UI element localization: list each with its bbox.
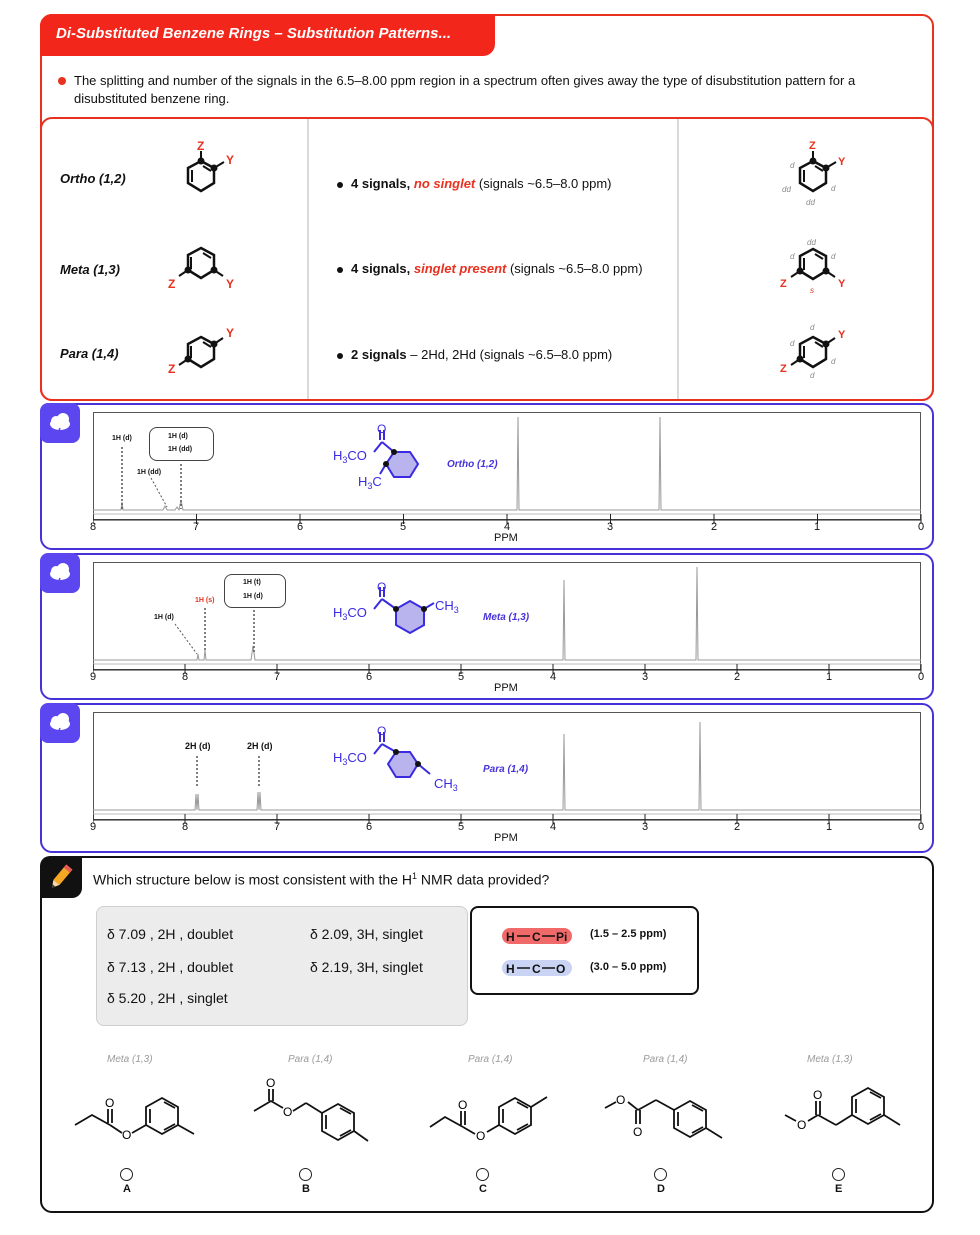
tick-label: 0 xyxy=(918,521,925,533)
tick-label: 1 xyxy=(826,821,833,833)
x-axis-label: PPM xyxy=(494,682,518,694)
tick-label: 6 xyxy=(297,521,304,533)
peak-label: 2H (d) xyxy=(185,741,211,751)
nmr-signal: δ 7.13 , 2H , doublet xyxy=(107,959,234,975)
nmr-signal: δ 7.09 , 2H , doublet xyxy=(107,926,234,942)
structure-b xyxy=(240,1075,380,1155)
svg-text:dd: dd xyxy=(782,185,791,194)
ortho-description: 4 signals, no singlet (signals ~6.5–8.0 ppm) xyxy=(337,176,612,191)
svg-text:Y: Y xyxy=(838,278,846,290)
svg-text:d: d xyxy=(831,252,836,261)
svg-text:H: H xyxy=(506,962,515,976)
peak-label: 1H (d) xyxy=(154,614,174,621)
tick-label: 6 xyxy=(366,671,373,683)
meta-description: 4 signals, singlet present (signals ~6.5–8.0 ppm) xyxy=(337,261,643,276)
svg-text:O: O xyxy=(377,724,387,738)
svg-text:O: O xyxy=(283,1105,293,1119)
tick-label: 2 xyxy=(711,521,718,533)
peak-label: 1H (dd) xyxy=(168,446,193,453)
tick-label: 3 xyxy=(607,521,614,533)
page-title: Di-Substituted Benzene Rings – Substitution Patterns... xyxy=(40,14,495,56)
svg-text:O: O xyxy=(633,1125,643,1139)
svg-text:Y: Y xyxy=(838,329,846,341)
tick-label: 8 xyxy=(182,671,189,683)
peak-label: 1H (d) xyxy=(112,435,132,442)
svg-text:H: H xyxy=(506,930,515,944)
nmr-signal: δ 2.09, 3H, singlet xyxy=(310,926,423,942)
pencil-icon xyxy=(40,856,82,898)
peak-label: 2H (d) xyxy=(247,741,273,751)
svg-text:Z: Z xyxy=(197,139,205,153)
tick-label: 7 xyxy=(193,521,200,533)
choice-caption: Para (1,4) xyxy=(643,1054,688,1065)
svg-text:O: O xyxy=(377,422,387,436)
svg-text:O: O xyxy=(813,1088,823,1102)
intro-paragraph: The splitting and number of the signals in the 6.5–8.00 ppm region in a spectrum often gives away the type of disubstitution pattern for a disubstituted benzene ring. xyxy=(74,73,856,106)
tick-label: 1 xyxy=(826,671,833,683)
nmr-signal: δ 5.20 , 2H , singlet xyxy=(107,990,228,1006)
tick-label: 3 xyxy=(642,821,649,833)
x-axis-label: PPM xyxy=(494,532,518,544)
svg-text:O: O xyxy=(122,1128,132,1142)
peak-label: 1H (s) xyxy=(195,597,215,604)
ortho-splitting-diagram xyxy=(775,135,855,210)
svg-text:O: O xyxy=(105,1096,115,1110)
para-description: 2 signals – 2Hd, 2Hd (signals ~6.5–8.0 ppm) xyxy=(337,347,612,362)
tick-label: 8 xyxy=(182,821,189,833)
legend-range: (1.5 – 2.5 ppm) xyxy=(590,928,667,940)
bullet-icon xyxy=(58,77,66,85)
tick-label: 4 xyxy=(504,521,511,533)
svg-text:Z: Z xyxy=(780,363,787,375)
choice-caption: Meta (1,3) xyxy=(807,1054,853,1065)
table-divider xyxy=(307,119,309,399)
peak-label: 1H (t) xyxy=(243,579,261,586)
svg-text:CH3: $CH_3$ xyxy=(435,598,459,615)
tick-label: 6 xyxy=(366,821,373,833)
tick-label: 9 xyxy=(90,671,97,683)
tick-label: 0 xyxy=(918,671,925,683)
choice-d-radio[interactable] xyxy=(654,1168,667,1181)
svg-text:O: O xyxy=(616,1093,626,1107)
svg-text:O: O xyxy=(476,1129,486,1143)
intro-text xyxy=(58,72,918,108)
meta-spectrum-label: Meta (1,3) xyxy=(483,612,530,623)
peak-label: 1H (d) xyxy=(243,593,263,600)
x-axis-label: PPM xyxy=(494,832,518,844)
svg-text:C: C xyxy=(532,930,541,944)
svg-text:H3CO: $H_3CO$ xyxy=(333,605,367,622)
structure-a xyxy=(70,1085,210,1155)
svg-text:Z: Z xyxy=(168,277,176,291)
nmr-signal: δ 2.19, 3H, singlet xyxy=(310,959,423,975)
question-text: Which structure below is most consistent with the $H^1$ NMR data provided? xyxy=(93,871,550,888)
tick-label: 2 xyxy=(734,821,741,833)
tick-label: 8 xyxy=(90,521,97,533)
svg-text:O: O xyxy=(377,580,387,594)
svg-text:s: s xyxy=(810,286,814,295)
structure-e xyxy=(780,1085,920,1155)
meta-molecule xyxy=(330,575,480,640)
tick-label: 2 xyxy=(734,671,741,683)
svg-text:O: O xyxy=(797,1118,807,1132)
choice-letter: C xyxy=(479,1183,487,1195)
tick-label: 7 xyxy=(274,671,281,683)
svg-text:d: d xyxy=(831,184,836,193)
svg-text:H3CO: $H_3CO$ xyxy=(333,448,367,465)
tick-label: 5 xyxy=(458,821,465,833)
tick-label: 3 xyxy=(642,671,649,683)
svg-text:d: d xyxy=(790,161,795,170)
meta-splitting-diagram xyxy=(775,235,855,297)
choice-caption: Para (1,4) xyxy=(468,1054,513,1065)
tick-label: 1 xyxy=(814,521,821,533)
svg-text:Y: Y xyxy=(838,156,846,168)
tick-label: 5 xyxy=(458,671,465,683)
svg-text:Z: Z xyxy=(168,362,176,376)
svg-text:dd: dd xyxy=(807,238,816,247)
meta-spectrum-plot xyxy=(93,562,923,687)
svg-text:Z: Z xyxy=(780,278,787,290)
svg-text:Y: Y xyxy=(226,277,235,291)
tick-label: 5 xyxy=(400,521,407,533)
svg-text:O: O xyxy=(266,1076,276,1090)
tick-label: 0 xyxy=(918,821,925,833)
choice-a-radio[interactable] xyxy=(120,1168,133,1181)
peak-label: 1H (d) xyxy=(168,433,188,440)
tick-label: 4 xyxy=(550,821,557,833)
svg-text:d: d xyxy=(831,357,836,366)
choice-letter: A xyxy=(123,1183,131,1195)
choice-letter: E xyxy=(835,1183,843,1195)
svg-text:O: O xyxy=(458,1098,468,1112)
tick-label: 7 xyxy=(274,821,281,833)
ortho-molecule xyxy=(330,420,440,495)
svg-text:Z: Z xyxy=(809,140,816,152)
cloud-icon xyxy=(40,553,80,593)
svg-text:C: C xyxy=(532,962,541,976)
cloud-icon xyxy=(40,403,80,443)
svg-text:d: d xyxy=(810,371,815,380)
ortho-spectrum-plot xyxy=(93,412,923,537)
svg-text:Y: Y xyxy=(226,326,235,340)
para-label: Para (1,4) xyxy=(60,346,119,361)
svg-text:O: O xyxy=(556,962,566,976)
legend-range: (3.0 – 5.0 ppm) xyxy=(590,961,667,973)
legend-bonds xyxy=(500,924,580,980)
svg-text:CH3: $CH_3$ xyxy=(434,776,458,793)
table-divider xyxy=(677,119,679,399)
meta-label: Meta (1,3) xyxy=(60,262,120,277)
choice-e-radio[interactable] xyxy=(832,1168,845,1181)
svg-text:dd: dd xyxy=(806,198,815,207)
ortho-label: Ortho (1,2) xyxy=(60,171,126,186)
svg-text:Y: Y xyxy=(226,153,235,167)
svg-text:H3CO: $H_3CO$ xyxy=(333,750,367,767)
tick-label: 4 xyxy=(550,671,557,683)
para-spectrum-label: Para (1,4) xyxy=(483,764,529,775)
para-ring-diagram xyxy=(165,325,245,380)
svg-text:d: d xyxy=(790,252,795,261)
choice-caption: Para (1,4) xyxy=(288,1054,333,1065)
svg-text:d: d xyxy=(810,323,815,332)
choice-c-radio[interactable] xyxy=(476,1168,489,1181)
cloud-icon xyxy=(40,703,80,743)
peak-label: 1H (dd) xyxy=(137,469,162,476)
ortho-spectrum-label: Ortho (1,2) xyxy=(447,459,498,470)
structure-d xyxy=(600,1080,740,1160)
svg-text:d: d xyxy=(790,339,795,348)
choice-b-radio[interactable] xyxy=(299,1168,312,1181)
meta-ring-diagram xyxy=(165,242,245,292)
para-splitting-diagram xyxy=(775,320,855,382)
choice-letter: B xyxy=(302,1183,310,1195)
choice-caption: Meta (1,3) xyxy=(107,1054,153,1065)
para-molecule xyxy=(330,722,470,797)
structure-c xyxy=(425,1085,565,1155)
svg-text:Pi: Pi xyxy=(556,930,568,944)
ortho-ring-diagram xyxy=(170,135,250,205)
svg-text:H3C: $H_3C$ xyxy=(358,474,382,491)
tick-label: 9 xyxy=(90,821,97,833)
choice-letter: D xyxy=(657,1183,665,1195)
